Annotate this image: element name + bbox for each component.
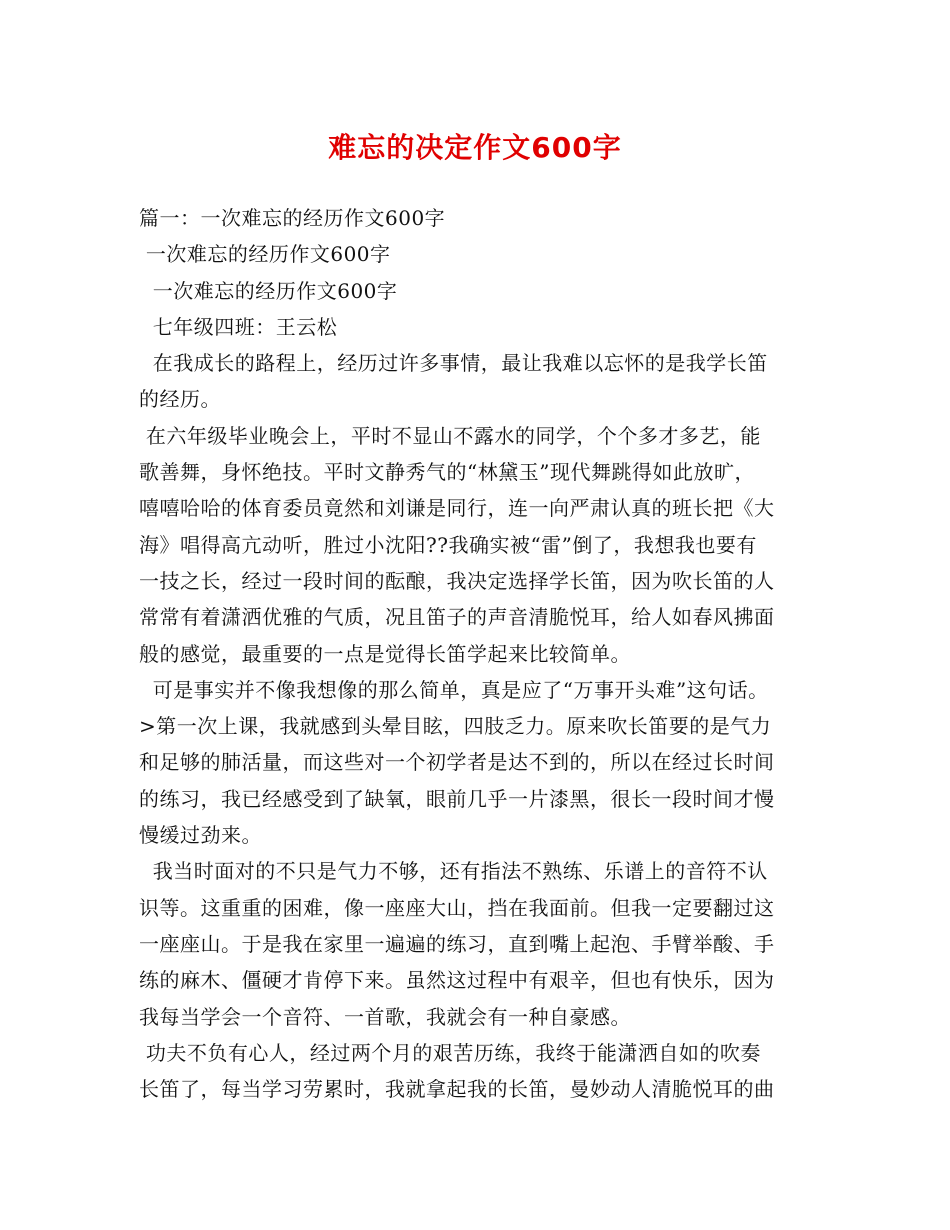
text-line: >第一次上课，我就感到头晕目眩，四肢乏力。原来吹长笛要的是气力 xyxy=(139,714,772,739)
text-line: 慢缓过劲来。 xyxy=(139,823,262,848)
text-line: 在六年级毕业晚会上，平时不显山不露水的同学，个个多才多艺，能 xyxy=(139,423,761,448)
text-line: 可是事实并不像我想像的那么简单，真是应了“万事开头难”这句话。 xyxy=(139,677,769,702)
text-line: 的练习，我已经感受到了缺氧，眼前几乎一片漆黑，很长一段时间才慢 xyxy=(139,786,775,811)
text-line: 练的麻木、僵硬才肯停下来。虽然这过程中有艰辛，但也有快乐，因为 xyxy=(139,968,775,993)
document-body xyxy=(139,200,839,1107)
text-line: 我当时面对的不只是气力不够，还有指法不熟练、乐谱上的音符不认 xyxy=(139,859,768,884)
text-line: 一技之长，经过一段时间的酝酿，我决定选择学长笛，因为吹长笛的人 xyxy=(139,568,775,593)
text-line: 我每当学会一个音符、一首歌，我就会有一种自豪感。 xyxy=(139,1004,631,1029)
text-line: 功夫不负有心人，经过两个月的艰苦历练，我终于能潇洒自如的吹奏 xyxy=(139,1040,761,1065)
text-line: 在我成长的路程上，经历过许多事情，最让我难以忘怀的是我学长笛 xyxy=(139,351,768,376)
text-line: 篇一：一次难忘的经历作文600字 xyxy=(139,206,446,230)
text-line: 一座座山。于是我在家里一遍遍的练习，直到嘴上起泡、手臂举酸、手 xyxy=(139,931,775,956)
text-line: 一次难忘的经历作文600字 xyxy=(139,278,398,303)
text-line: 和足够的肺活量，而这些对一个初学者是达不到的，所以在经过长时间 xyxy=(139,750,775,775)
text-line: 嘻嘻哈哈的体育委员竟然和刘谦是同行，连一向严肃认真的班长把《大 xyxy=(139,496,775,521)
text-line: 歌善舞，身怀绝技。平时文静秀气的“林黛玉”现代舞跳得如此放旷， xyxy=(139,460,755,485)
text-line: 识等。这重重的困难，像一座座大山，挡在我面前。但我一定要翻过这 xyxy=(139,895,775,920)
text-line: 常常有着潇洒优雅的气质，况且笛子的声音清脆悦耳，给人如春风拂面 xyxy=(139,605,775,630)
text-line: 海》唱得高亢动听，胜过小沈阳??我确实被“雷”倒了，我想我也要有 xyxy=(139,532,757,557)
text-line: 的经历。 xyxy=(139,387,221,412)
text-line: 七年级四班：王云松 xyxy=(139,314,338,339)
text-line: 长笛了，每当学习劳累时，我就拿起我的长笛，曼妙动人清脆悦耳的曲 xyxy=(139,1077,775,1102)
text-line: 般的感觉，最重要的一点是觉得长笛学起来比较简单。 xyxy=(139,641,631,666)
text-line: 一次难忘的经历作文600字 xyxy=(139,242,391,267)
document-title: 难忘的决定作文600字 xyxy=(328,131,622,164)
